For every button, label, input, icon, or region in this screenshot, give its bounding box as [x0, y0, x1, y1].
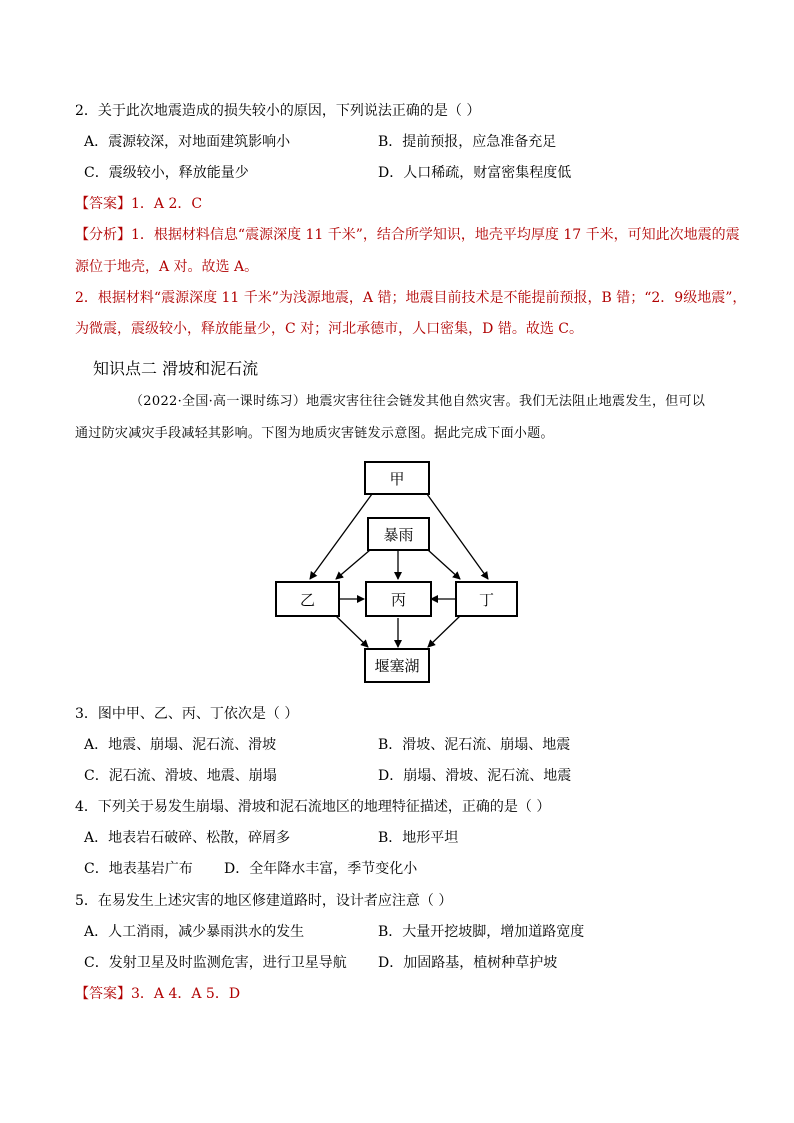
q3-option-b: B．滑坡、泥石流、崩塌、地震: [378, 737, 571, 753]
box-bing: 丙: [365, 581, 432, 617]
q3-stem: 3．图中甲、乙、丙、丁依次是（ ）: [75, 706, 299, 722]
answer-text-2: 3．A 4．A 5．D: [131, 986, 241, 1002]
intro-line-1: （2022·全国·高一课时练习）地震灾害往往会链发其他自然灾害。我们无法阻止地震发生，但可以: [130, 394, 706, 409]
box-ding: 丁: [455, 581, 518, 617]
q5-stem: 5．在易发生上述灾害的地区修建道路时，设计者应注意（ ）: [75, 893, 453, 909]
q5-option-b: B．大量开挖坡脚，增加道路宽度: [378, 924, 585, 940]
arrow-jia-yi: [310, 494, 372, 579]
analysis-tag: 【分析】: [75, 227, 131, 243]
box-baoyu: 暴雨: [367, 517, 430, 551]
analysis-line-4: 为微震，震级较小，释放能量少，C 对；河北承德市，人口密集，D 错。故选 C。: [75, 321, 583, 337]
answer-tag: 【答案】: [75, 196, 131, 212]
box-yansehu: 堰塞湖: [364, 648, 430, 683]
q3-option-c: C．泥石流、滑坡、地震、崩塌: [84, 768, 277, 784]
answer-tag-2: 【答案】: [75, 986, 131, 1002]
arrow-jia-ding: [427, 494, 488, 579]
q2-option-c: C．震级较小，释放能量少: [84, 165, 249, 181]
q2-option-b: B．提前预报，应急准备充足: [378, 134, 557, 150]
answer-block-2: [75, 984, 240, 1004]
answer-text: 1．A 2．C: [131, 196, 203, 212]
arrow-ding-yansehu: [428, 616, 460, 647]
q2-stem: 2．关于此次地震造成的损失较小的原因，下列说法正确的是（ ）: [75, 103, 481, 119]
section-title: 知识点二 滑坡和泥石流: [93, 359, 259, 378]
q5-option-d: D．加固路基，植树种草护坡: [378, 955, 558, 971]
intro-line-2: 通过防灾减灾手段减轻其影响。下图为地质灾害链发示意图。据此完成下面小题。: [75, 426, 554, 441]
arrow-yi-yansehu: [336, 616, 368, 647]
analysis-line-2: 源位于地壳，A 对。故选 A。: [75, 259, 259, 275]
arrow-baoyu-yi: [336, 550, 370, 579]
q3-option-d: D．崩塌、滑坡、泥石流、地震: [378, 768, 572, 784]
arrow-baoyu-ding: [428, 550, 460, 579]
box-jia: 甲: [364, 461, 430, 495]
q4-option-b: B．地形平坦: [378, 830, 459, 846]
q5-option-a: A．人工消雨，减少暴雨洪水的发生: [84, 924, 305, 940]
analysis-text-1: 1．根据材料信息“震源深度 11 千米”，结合所学知识，地壳平均厚度 17 千米，可知此次地震的震: [131, 227, 740, 243]
q5-option-c: C．发射卫星及时监测危害，进行卫星导航: [84, 955, 347, 971]
q2-option-d: D．人口稀疏，财富密集程度低: [378, 165, 572, 181]
box-yi: 乙: [275, 581, 340, 617]
analysis-line-3: 2．根据材料“震源深度 11 千米”为浅源地震，A 错；地震目前技术是不能提前预报，B 错；“2．9级地震”，: [75, 290, 747, 306]
q4-option-a: A．地表岩石破碎、松散，碎屑多: [84, 830, 291, 846]
q4-option-c: C．地表基岩广布: [84, 861, 193, 877]
q2-option-a: A．震源较深，对地面建筑影响小: [84, 134, 291, 150]
q3-option-a: A．地震、崩塌、泥石流、滑坡: [84, 737, 277, 753]
q4-option-d: D．全年降水丰富，季节变化小: [224, 861, 418, 877]
q4-stem: 4．下列关于易发生崩塌、滑坡和泥石流地区的地理特征描述，正确的是（ ）: [75, 799, 551, 815]
